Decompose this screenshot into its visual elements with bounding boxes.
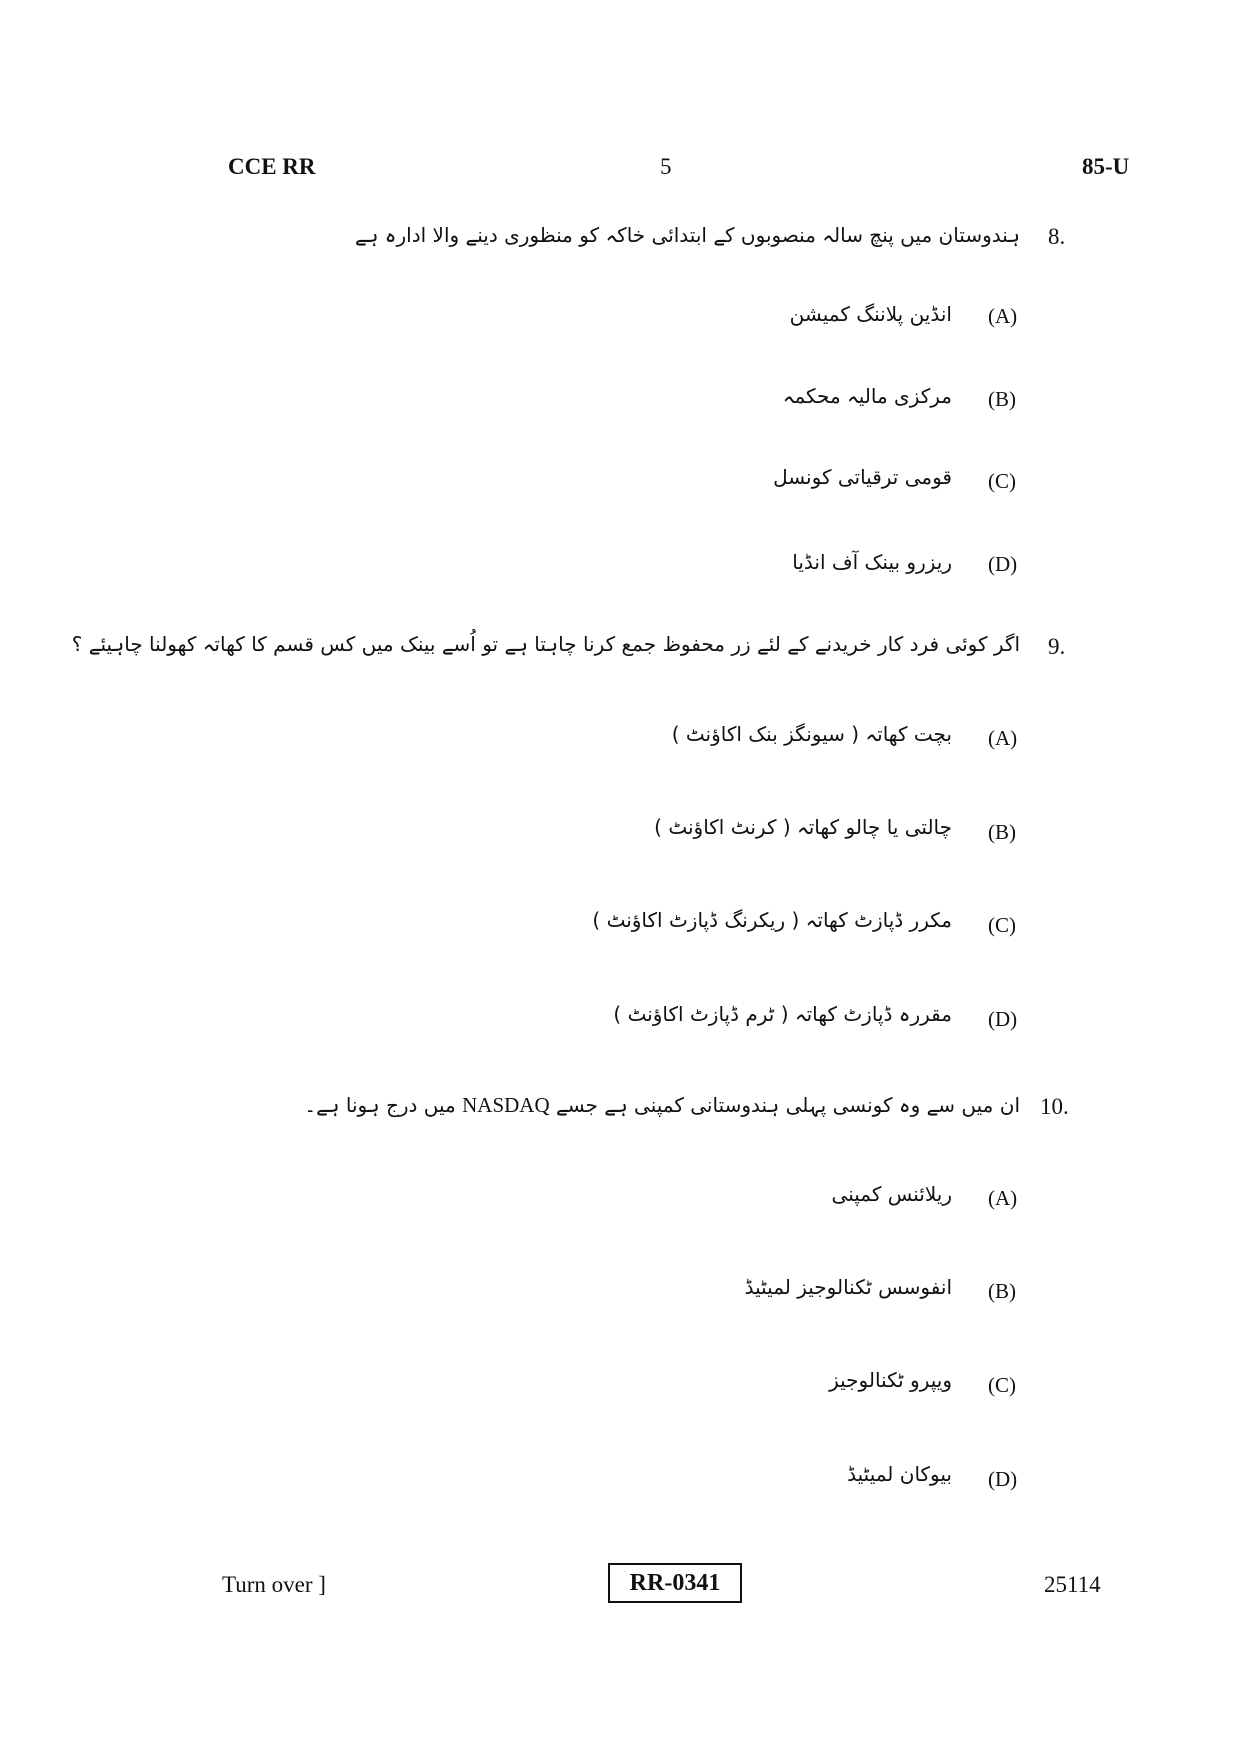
option-label-9a: (A) — [988, 726, 1018, 750]
option-text-8c: قومی ترقیاتی کونسل — [773, 465, 952, 489]
footer-serial-number: 25114 — [1044, 1572, 1101, 1597]
option-label-9c: (C) — [988, 913, 1016, 937]
question-text-8: ہندوستان میں پنچ سالہ منصوبوں کے ابتدائی خاکہ کو منظوری دینے والا ادارہ ہے — [354, 223, 1020, 247]
option-text-9d: مقررہ ڈپازٹ کھاتہ ( ٹرم ڈپازٹ اکاؤنٹ ) — [613, 1002, 952, 1026]
option-label-8b: (B) — [988, 387, 1016, 411]
question-number-9: 9. — [1048, 634, 1066, 659]
option-label-8a: (A) — [988, 304, 1018, 328]
turn-over-label: Turn over ] — [222, 1572, 326, 1597]
question-text-10-part2: میں درج ہونا ہے۔ — [304, 1093, 456, 1117]
option-text-8a: انڈین پلاننگ کمیشن — [789, 302, 952, 326]
question-number-10: 10. — [1040, 1094, 1069, 1119]
option-text-8d: ریزرو بینک آف انڈیا — [792, 550, 952, 574]
option-label-9b: (B) — [988, 820, 1016, 844]
option-label-9d: (D) — [988, 1007, 1018, 1031]
option-label-10b: (B) — [988, 1279, 1016, 1303]
header-paper-code: 85-U — [1082, 154, 1130, 179]
nasdaq-label: NASDAQ — [462, 1093, 550, 1117]
option-text-10c: ویپرو ٹکنالوجیز — [829, 1368, 952, 1392]
option-text-10a: ریلائنس کمپنی — [831, 1182, 952, 1206]
header-exam-code: CCE RR — [228, 154, 316, 179]
option-text-10b: انفوسس ٹکنالوجیز لمیٹیڈ — [744, 1275, 952, 1299]
option-text-8b: مرکزی مالیہ محکمہ — [782, 384, 952, 408]
page-number: 5 — [660, 154, 672, 179]
question-text-10 — [304, 1093, 1020, 1118]
paper-code-box: RR-0341 — [608, 1563, 742, 1603]
question-text-9: اگر کوئی فرد کار خریدنے کے لئے زر محفوظ جمع کرنا چاہتا ہے تو اُسے بینک میں کس قسم کا کھاتہ کھولنا چاہیئے ؟ — [71, 632, 1020, 656]
option-text-10d: بیوکان لمیٹیڈ — [847, 1462, 952, 1486]
option-text-9c: مکرر ڈپازٹ کھاتہ ( ریکرنگ ڈپازٹ اکاؤنٹ ) — [592, 908, 952, 932]
option-text-9a: بچت کھاتہ ( سیونگز بنک اکاؤنٹ ) — [671, 722, 952, 746]
question-text-10-part1: ان میں سے وہ کونسی پہلی ہندوستانی کمپنی ہے جسے — [555, 1093, 1020, 1117]
option-label-10a: (A) — [988, 1186, 1018, 1210]
option-label-8c: (C) — [988, 469, 1016, 493]
option-text-9b: چالتی یا چالو کھاتہ ( کرنٹ اکاؤنٹ ) — [654, 815, 952, 839]
option-label-8d: (D) — [988, 552, 1018, 576]
question-number-8: 8. — [1048, 224, 1066, 249]
option-label-10d: (D) — [988, 1467, 1018, 1491]
option-label-10c: (C) — [988, 1373, 1016, 1397]
